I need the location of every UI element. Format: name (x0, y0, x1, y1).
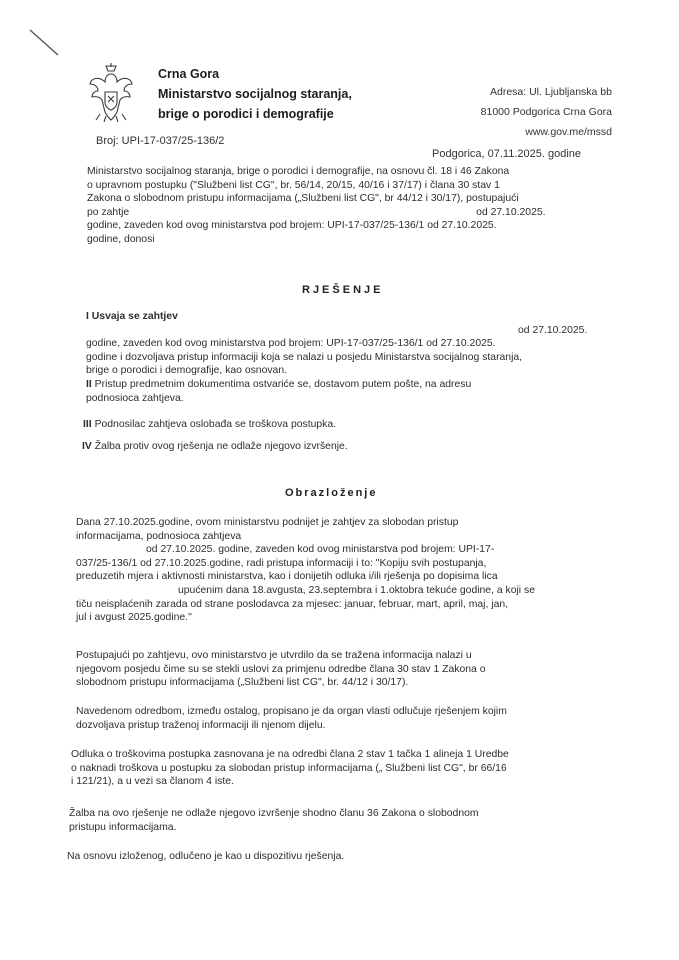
pen-stroke-mark (28, 28, 62, 58)
decision-line: podnosioca zahtjeva. (86, 392, 184, 404)
reasoning-line: i 121/21), a u vezi sa članom 4 iste. (71, 776, 234, 788)
intro-line: Ministarstvo socijalnog staranja, brige o porodici i demografije, na osnovu čl. 18 i 46 Zakona (87, 166, 510, 177)
reasoning-line: Odluka o troškovima postupka zasnovana je na odredbi člana 2 stav 1 tačka 1 alineja 1 Uredbe (71, 749, 509, 760)
reference-number: Broj: UPI-17-037/25-136/2 (96, 135, 225, 147)
intro-line (87, 206, 604, 220)
org-country: Crna Gora (158, 67, 220, 81)
contact-website: www.gov.me/mssd (525, 126, 612, 138)
decision-line: godine i dozvoljava pristup informaciji koja se nalazi u posjedu Ministarstva socijalnog staranja, (86, 351, 523, 363)
reasoning-line: pristupu informacijama. (69, 821, 177, 833)
contact-block (481, 82, 612, 142)
place-date: Podgorica, 07.11.2025. godine (432, 148, 582, 160)
reasoning-line: informacijama, podnosioca zahtjeva (76, 530, 242, 542)
intro-line-end: od 27.10.2025. (476, 206, 546, 218)
decision-line (86, 310, 606, 324)
decision-line: brige o porodici i demografije, kao osnovan. (86, 365, 288, 377)
reasoning-paragraph-3 (76, 705, 604, 732)
intro-line: godine, donosi (87, 233, 155, 245)
intro-line: Zakona o slobodnom pristupu informacijama („Službeni list CG", br 44/12 i 30/17), postupajući (87, 193, 519, 205)
organization-block (158, 64, 352, 124)
intro-line: godine, zaveden kod ovog ministarstva pod brojem: UPI-17-037/25-136/1 od 27.10.2025. (87, 220, 497, 232)
org-ministry-line1: Ministarstvo socijalnog staranja, (158, 87, 352, 101)
reasoning-line: preduzetih mjera i aktivnosti ministarstva, kao i donijetih odluka i/ili rješenja po dopisima lica (76, 571, 498, 583)
reasoning-paragraph-2 (76, 649, 604, 690)
reasoning-line: Na osnovu izloženog, odlučeno je kao u dispozitivu rješenja. (67, 851, 345, 862)
reasoning-line: 037/25-136/1 od 27.10.2025.godine, radi pristupa informaciji i to: "Kopiju svih postupanja, (76, 557, 487, 569)
reasoning-title: Obrazloženje (285, 487, 378, 499)
decision-line: godine, zaveden kod ovog ministarstva pod brojem: UPI-17-037/25-136/1 od 27.10.2025. (86, 338, 496, 350)
decision-title: RJEŠENJE (302, 284, 384, 296)
reasoning-line: jul i avgust 2025.godine." (76, 612, 192, 624)
reasoning-line: o naknadi troškova u postupku za slobodan pristup informacijama („ Službeni list CG", br 66/16 (71, 762, 507, 774)
reasoning-line: njegovom posjedu čime su se stekli uslovi za primjenu odredbe člana 30 stav 1 Zakona o (76, 663, 486, 675)
reasoning-line: Navedenom odredbom, između ostalog, propisano je da organ vlasti odlučuje rješenjem kojim (76, 706, 507, 717)
decision-item-3 (83, 418, 603, 432)
item-number: IV (82, 441, 92, 452)
item-keyword: Usvaja se zahtjev (91, 311, 178, 322)
reasoning-line: slobodnom pristupu informacijama („Službeni list CG", br. 44/12 i 30/17). (76, 677, 409, 689)
reasoning-line: dozvoljava pristup traženoj informaciji ili njenom dijelu. (76, 719, 326, 731)
intro-paragraph (87, 165, 604, 247)
item-number: I (86, 311, 89, 322)
decision-line (83, 418, 603, 432)
decision-item-2 (86, 378, 606, 405)
intro-line: o upravnom postupku ("Službeni list CG", br. 56/14, 20/15, 40/16 i 37/17) i člana 30 stav 1 (87, 179, 500, 191)
reasoning-paragraph-6 (67, 850, 602, 864)
decision-item-1 (86, 310, 606, 378)
contact-postal: 81000 Podgorica Crna Gora (480, 106, 612, 118)
reasoning-line: Postupajući po zahtjevu, ovo ministarstvo je utvrdilo da se tražena informacija nalazi u (76, 650, 472, 661)
item-number: III (83, 419, 92, 430)
reasoning-line: Žalba na ovo rješenje ne odlaže njegovo izvršenje shodno članu 36 Zakona o slobodnom (69, 808, 479, 819)
item-text: Žalba protiv ovog rješenja ne odlaže njegovo izvršenje. (94, 441, 348, 452)
reasoning-paragraph-1 (76, 516, 604, 625)
coat-of-arms-icon (88, 62, 134, 124)
contact-address: Adresa: Ul. Ljubljanska bb (490, 86, 612, 98)
item-text: Podnosilac zahtjeva oslobađa se troškova postupka. (94, 419, 337, 430)
item-text: Pristup predmetnim dokumentima ostvariće se, dostavom putem pošte, na adresu (94, 379, 472, 390)
decision-line: od 27.10.2025. (518, 324, 588, 336)
decision-item-4 (82, 440, 602, 454)
intro-line-start: po zahtje (87, 206, 130, 218)
reasoning-line: tiču neisplaćenih zarada od strane poslodavca za mjesec: januar, februar, mart, april, maj, jan, (76, 598, 509, 610)
reasoning-line: upućenim dana 18.avgusta, 23.septembra i 1.oktobra tekuće godine, a koji se (178, 584, 535, 596)
reasoning-paragraph-4 (71, 748, 601, 789)
org-ministry-line2: brige o porodici i demografije (158, 107, 334, 121)
decision-line (82, 440, 602, 454)
item-number: II (86, 379, 92, 390)
reasoning-line: Dana 27.10.2025.godine, ovom ministarstvu podnijet je zahtjev za slobodan pristup (76, 517, 459, 528)
decision-line (86, 378, 606, 392)
reasoning-paragraph-5 (69, 807, 604, 834)
reasoning-line: od 27.10.2025. godine, zaveden kod ovog ministarstva pod brojem: UPI-17- (146, 544, 495, 556)
